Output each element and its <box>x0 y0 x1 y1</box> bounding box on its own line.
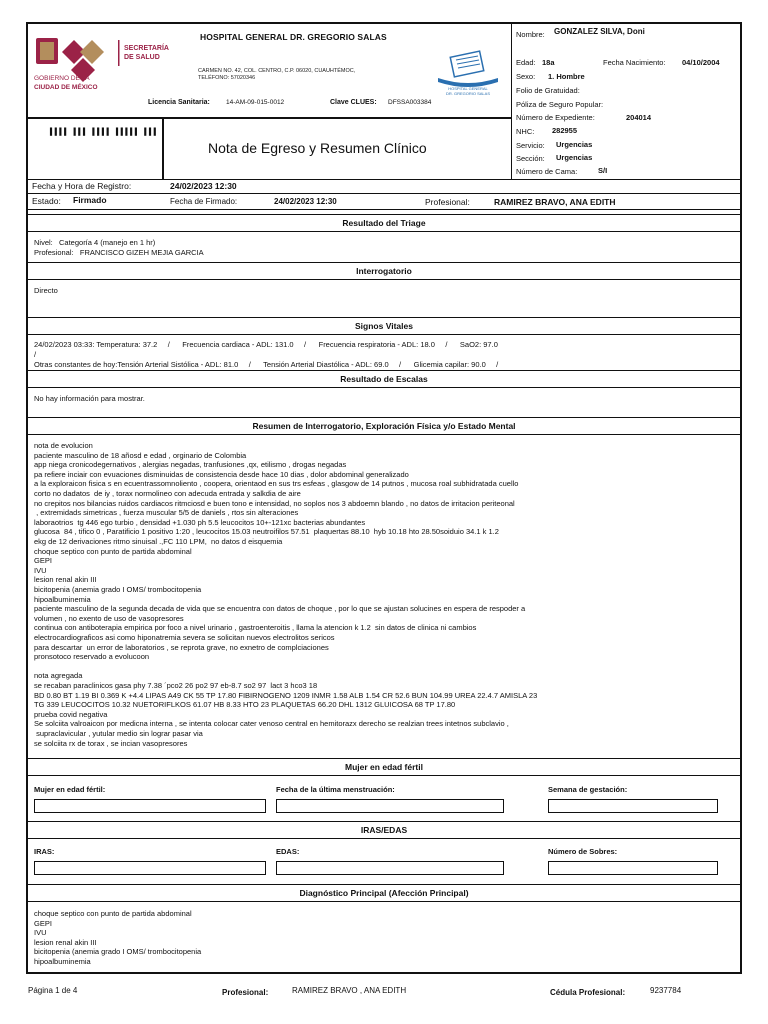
estado-label: Estado: <box>32 196 61 206</box>
edas-field[interactable] <box>276 861 504 875</box>
address-line: CARMEN NO. 42, COL. CENTRO, C.P. 06020, CUAUHTÉMOC, <box>198 68 356 74</box>
page-number: Página 1 de 4 <box>28 986 78 995</box>
iras-field[interactable] <box>34 861 266 875</box>
text-line: supraclavicular , yutular medio sin lograr pasar via <box>34 729 203 738</box>
patient-info <box>512 24 742 180</box>
cedula-value: 9237784 <box>650 986 682 995</box>
text-line: bicitopenia (anemia grado I OMS/ trombocitopenia <box>34 585 202 594</box>
profesional-value: RAMIREZ BRAVO, ANA EDITH <box>494 197 616 207</box>
escalas-text: No hay información para mostrar. <box>34 394 145 403</box>
header-institution <box>28 24 512 180</box>
header-divider <box>28 117 512 119</box>
hospital-logo <box>432 48 504 96</box>
text-line: continua con antiboterapia empirica por foco a nivel urinario , gastroenteroitis , llama la atencion k 1.2 sin datos de clinica ni cambios <box>34 623 477 633</box>
text-line: choque septico con punto de partida abdominal <box>34 909 192 918</box>
text-line: IVU <box>34 928 47 938</box>
semana-field[interactable] <box>548 799 718 813</box>
text-line: , extremidads simetricas , fuerza muscular 5/5 de daniels , rtos sin alteraciones <box>34 508 299 518</box>
signos-line: Otras constantes de hoy:Tensión Arterial Sistólica - ADL: 81.0 / Tensión Arterial Diastólica - ADL: 69.0 / Glicemia capilar: 90.0 / <box>34 360 499 369</box>
sexo-value: 1. Hombre <box>548 72 585 81</box>
mujer-header: Mujer en edad fértil <box>28 758 740 776</box>
text-line: glucosa 84 , tifico 0 , Paratificio 1 positivo 1:20 , leucocitos 15.03 neutroifilos 57.51 plaquertas 88.10 hyb 10.18 hto 28.50soiduio 34.1 k 1.2 <box>34 527 499 537</box>
cedula-label: Cédula Profesional: <box>550 988 626 997</box>
svg-text:CIUDAD DE MÉXICO: CIUDAD DE MÉXICO <box>34 84 98 91</box>
barcode-divider <box>162 117 164 179</box>
cama-label: Número de Cama: <box>516 167 578 176</box>
expediente-label: Número de Expediente: <box>516 113 595 122</box>
fum-field[interactable] <box>276 799 504 813</box>
clues-value: DFSSA003384 <box>388 99 432 106</box>
text-line: corto no dadatos de iy , torax normolineo con adecuda entrada y salkdia de aire <box>34 489 301 498</box>
text-line: choque septico con punto de partida abdominal <box>34 546 192 556</box>
text-line: hipoalbuminemia <box>34 957 91 966</box>
text-line: a la exploraicon fisica s en ecuentrassomnoliento , coopera, orientaod en sus trs esfeas , glasgow de 14 putnos , mucosa roal subhidratada cuello <box>34 479 519 489</box>
svg-text:DR. GREGORIO SALAS: DR. GREGORIO SALAS <box>445 91 491 96</box>
hospital-address <box>198 68 418 82</box>
sobres-label: Número de Sobres: <box>548 847 618 856</box>
text-line: se recaban paraclinicos gasa phy 7.38 ´pco2 26 po2 97 eb-8.7 so2 97 lact 3 hco3 18 <box>34 681 318 690</box>
triage-nivel: Nivel: Categoría 4 (manejo en 1 hr) <box>34 238 156 247</box>
text-line: volumen , no exento de uso de vasopresores <box>34 613 184 623</box>
registro-label: Fecha y Hora de Registro: <box>32 181 132 191</box>
estado-value: Firmado <box>73 195 107 205</box>
hospital-name: HOSPITAL GENERAL DR. GREGORIO SALAS <box>200 32 387 42</box>
text-line: pronsotoco reservado a evolucoon <box>34 652 150 662</box>
text-line: paciente masculino de 18 añosd e edad , orginario de Colombia <box>34 450 247 460</box>
cdmx-gobierno-logo <box>34 34 169 96</box>
text-line: se solciita rx de torax , se incian vasopresores <box>34 738 188 748</box>
edad-label: Edad: <box>516 58 536 67</box>
text-line: pa refiere inciair con evuaciones disminuidas de consistencia desde hace 10 dias , dolor abdominal generalizado <box>34 469 409 479</box>
mujer-field[interactable] <box>34 799 266 813</box>
nombre-label: Nombre: <box>516 30 545 39</box>
signos-line: 24/02/2023 03:33: Temperatura: 37.2 / Frecuencia cardiaca - ADL: 131.0 / Frecuencia respiratoria - ADL: 18.0 / SaO2: 97.0 <box>34 340 498 349</box>
footer-profesional-value: RAMIREZ BRAVO , ANA EDITH <box>292 986 407 995</box>
registro-value: 24/02/2023 12:30 <box>170 181 237 191</box>
text-line: GEPI <box>34 556 52 566</box>
signos-separator: / <box>34 350 37 359</box>
nombre-value: GONZALEZ SILVA, Doni <box>554 27 645 36</box>
resumen-header: Resumen de Interrogatorio, Exploración Física y/o Estado Mental <box>28 417 740 435</box>
svg-text:DE SALUD: DE SALUD <box>124 54 160 61</box>
folio-label: Folio de Gratuidad: <box>516 86 580 95</box>
triage-profesional: Profesional: FRANCISCO GIZEH MEJIA GARCIA <box>34 248 204 257</box>
diagnostico-header: Diagnóstico Principal (Afección Principal) <box>28 884 740 902</box>
iras-label: IRAS: <box>34 847 55 856</box>
seccion-label: Sección: <box>516 154 545 163</box>
seccion-value: Urgencias <box>556 153 593 162</box>
registro-row <box>28 180 740 194</box>
poliza-label: Póliza de Seguro Popular: <box>516 100 604 109</box>
text-line: app niega cronicodegernativos , alergias negadas, tranfusiones ,qx, etilismo , drogas negadas <box>34 460 347 470</box>
signos-header: Signos Vitales <box>28 317 740 335</box>
text-line: IVU <box>34 565 47 575</box>
text-line: BD 0.80 BT 1.19 BI 0.369 K +4.4 LIPAS A49 CK 55 TP 17.80 FIBIRNOGENO 1209 INMR 1.58 ALB 1.54 CR 52.6 BUN 104.99 UREA 22.4.7 AMISLA 23 <box>34 690 538 700</box>
text-line: TG 339 LEUCOCITOS 10.32 NUETORIFLKOS 61.07 HB 8.33 HTO 23 PLAQUETAS 66.20 DHL 1312 GLUICOSA 68 TP 17.80 <box>34 700 456 710</box>
text-line: para descartar un error de laboratorios , se reprota grave, no exnetro de complciaciones <box>34 642 329 652</box>
escalas-header: Resultado de Escalas <box>28 370 740 388</box>
nhc-label: NHC: <box>516 127 535 136</box>
document-title: Nota de Egreso y Resumen Clínico <box>208 140 427 156</box>
firmado-value: 24/02/2023 12:30 <box>274 197 337 206</box>
text-line: laboraotrios tg 446 ego turbio , densidad +1.030 ph 5.5 leucocitos 10+-121xc bacterias abundantes <box>34 517 366 527</box>
text-line: GEPI <box>34 918 52 928</box>
cama-value: S/I <box>598 166 608 175</box>
text-line: paciente masculino de la segunda decada de vida que se encuentra con datos de choque , por lo que se ajustan solucines en espera de respoder a <box>34 604 526 614</box>
sexo-label: Sexo: <box>516 72 536 81</box>
edad-value: 18a <box>542 58 555 67</box>
edas-label: EDAS: <box>276 847 300 856</box>
mujer-label: Mujer en edad fértil: <box>34 785 106 794</box>
barcode: ▌▌▌▌ ▌▌▌ ▌▌▌▌ ▌▌▌▌▌ ▌▌▌ <box>50 128 159 136</box>
nhc-value: 282955 <box>552 126 578 135</box>
text-line: lesion renal akin III <box>34 937 97 947</box>
sobres-field[interactable] <box>548 861 718 875</box>
semana-label: Semana de gestación: <box>548 785 628 794</box>
servicio-value: Urgencias <box>556 140 593 149</box>
text-line: prueba covid negativa <box>34 709 108 719</box>
text-line: electrocardiograficos asi como hiponatremia severa se solicitan nuevos electrolitos sericos <box>34 633 335 642</box>
iras-header: IRAS/EDAS <box>28 821 740 839</box>
fnac-label: Fecha Nacimiento: <box>603 58 666 67</box>
triage-header: Resultado del Triage <box>28 214 740 232</box>
profesional-label: Profesional: <box>425 197 470 207</box>
firmado-label: Fecha de Firmado: <box>170 197 238 206</box>
estado-row <box>28 194 740 210</box>
interrogatorio-header: Interrogatorio <box>28 262 740 280</box>
interrogatorio-text: Directo <box>34 286 58 295</box>
text-line: nota agregada <box>34 671 83 681</box>
fum-label: Fecha de la última menstruación: <box>276 785 395 794</box>
text-line: lesion renal akin III <box>34 575 97 585</box>
text-line: no crepitos nos bilancias ruidos cardiacos ritmciosd e buen tono e intensidad, no soplos nos 3 abdoemn blando , no datos de irritacion periteonal <box>34 498 515 508</box>
text-line: Se solciita valroaicon por medicna interna , se intenta colocar cater venoso central en hemitorazx derecho se realzian trees intetnos subclavio , <box>34 719 509 729</box>
clinical-note-page <box>26 22 742 974</box>
svg-text:GOBIERNO DE LA: GOBIERNO DE LA <box>34 75 90 82</box>
licencia-value: 14-AM-09-015-0012 <box>226 99 285 106</box>
svg-text:HOSPITAL GENERAL: HOSPITAL GENERAL <box>448 86 488 91</box>
phone-line: TELÉFONO: 57020346 <box>198 75 256 81</box>
servicio-label: Servicio: <box>516 141 545 150</box>
licencia-label: Licencia Sanitaria: <box>148 99 210 106</box>
svg-text:SECRETARÍA: SECRETARÍA <box>124 45 169 52</box>
text-line: ekg de 12 derivaciones ritmo sinuisal .,FC 110 LPM, no datos d eisquemia <box>34 537 283 546</box>
footer-profesional-label: Profesional: <box>222 988 269 997</box>
text-line: nota de evolucion <box>34 441 93 450</box>
text-line: bicitopenia (anemia grado I OMS/ trombocitopenia <box>34 947 202 957</box>
text-line: hipoalbuminemia <box>34 594 91 604</box>
clues-label: Clave CLUES: <box>330 99 377 106</box>
expediente-value: 204014 <box>626 113 652 122</box>
fnac-value: 04/10/2004 <box>682 58 720 67</box>
